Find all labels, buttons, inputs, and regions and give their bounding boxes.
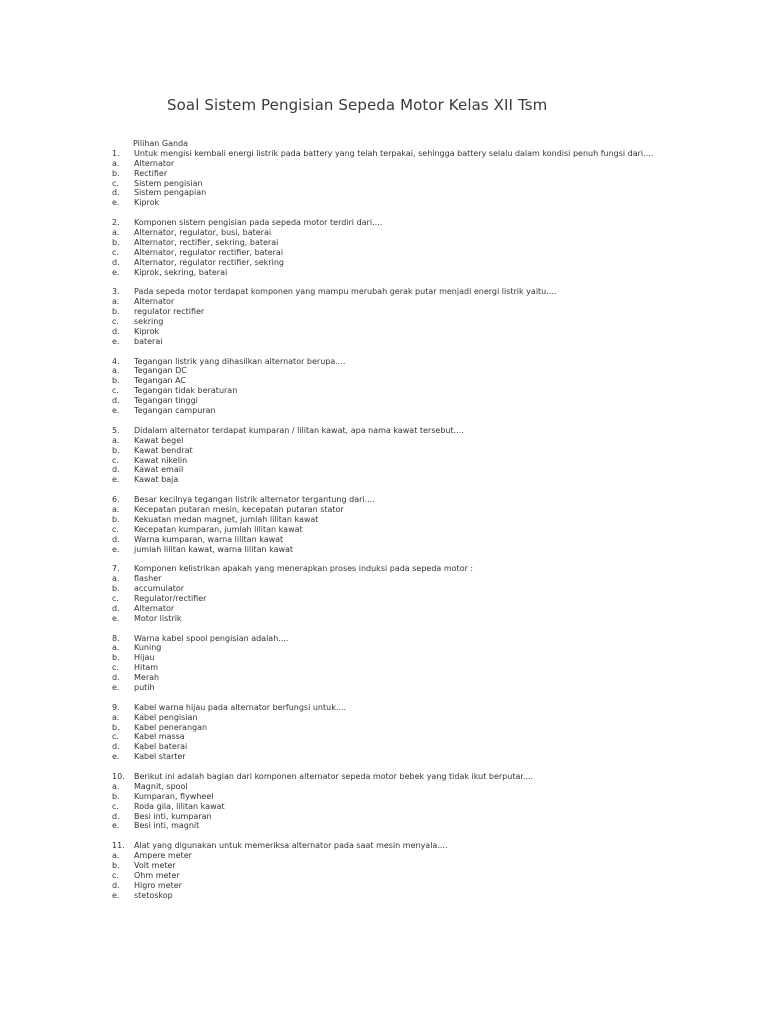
option-text: Alternator — [134, 297, 175, 307]
option-letter: e. — [112, 613, 120, 623]
option-text: Ampere meter — [134, 851, 192, 861]
option-letter: e. — [112, 198, 120, 208]
answer-option — [112, 465, 712, 475]
question-line — [112, 703, 712, 713]
option-letter: e. — [112, 821, 120, 831]
option-letter: b. — [112, 168, 120, 178]
answer-option — [112, 643, 712, 653]
option-letter: b. — [112, 237, 120, 247]
option-text: jumlah lilitan kawat, warna lilitan kawat — [134, 544, 294, 554]
option-text: Motor listrik — [134, 613, 182, 623]
answer-option — [112, 871, 712, 881]
question-line — [112, 564, 712, 574]
answer-option — [112, 396, 712, 406]
answer-option — [112, 752, 712, 762]
answer-option — [112, 584, 712, 594]
answer-option — [112, 812, 712, 822]
question-line — [112, 426, 712, 436]
question-text: Didalam alternator terdapat kumparan / lilitan kawat, apa nama kawat tersebut.... — [134, 425, 464, 435]
question-number: 4. — [112, 356, 120, 366]
option-text: Kiprok — [134, 326, 160, 336]
option-letter: e. — [112, 267, 120, 277]
option-letter: e. — [112, 890, 120, 900]
question-line — [112, 357, 712, 367]
answer-option — [112, 802, 712, 812]
option-text: Kawat email — [134, 465, 184, 475]
section-label — [112, 139, 712, 149]
answer-option — [112, 179, 712, 189]
answer-option — [112, 861, 712, 871]
answer-option — [112, 317, 712, 327]
option-text: regulator rectifier — [134, 307, 205, 317]
option-letter: d. — [112, 257, 120, 267]
answer-option — [112, 683, 712, 693]
question-item — [112, 357, 712, 416]
question-text: Pada sepeda motor terdapat komponen yang mampu merubah gerak putar menjadi energi listrik yaitu.... — [134, 287, 557, 297]
option-letter: d. — [112, 673, 120, 683]
option-letter: c. — [112, 386, 119, 396]
option-text: Alternator, regulator, busi, baterai — [134, 228, 272, 238]
question-line — [112, 772, 712, 782]
option-text: Alternator, regulator rectifier, baterai — [134, 247, 284, 257]
option-text: Alternator — [134, 603, 175, 613]
question-number: 9. — [112, 702, 120, 712]
question-item — [112, 426, 712, 485]
option-text: baterai — [134, 336, 163, 346]
answer-option — [112, 376, 712, 386]
answer-option — [112, 673, 712, 683]
answer-option — [112, 366, 712, 376]
option-text: accumulator — [134, 584, 185, 594]
answer-option — [112, 653, 712, 663]
question-text: Komponen sistem pengisian pada sepeda motor terdiri dari.... — [134, 218, 383, 228]
option-text: Hijau — [134, 653, 155, 663]
question-item — [112, 634, 712, 693]
option-text: Kabel penerangan — [134, 722, 208, 732]
question-number: 8. — [112, 633, 120, 643]
page-title: Soal Sistem Pengisian Sepeda Motor Kelas XII Tsm — [167, 96, 548, 114]
option-letter: e. — [112, 752, 120, 762]
option-letter: a. — [112, 297, 120, 307]
option-text: Rectifier — [134, 168, 168, 178]
option-letter: a. — [112, 643, 120, 653]
question-text: Besar kecilnya tegangan listrik alternator tergantung dari.... — [134, 495, 375, 505]
option-text: Volt meter — [134, 861, 176, 871]
question-line — [112, 841, 712, 851]
answer-option — [112, 446, 712, 456]
option-text: flasher — [134, 574, 162, 584]
option-text: Kumparan, flywheel — [134, 791, 214, 801]
answer-option — [112, 169, 712, 179]
answer-option — [112, 475, 712, 485]
option-text: Kiprok, sekring, baterai — [134, 267, 228, 277]
answer-option — [112, 792, 712, 802]
option-letter: c. — [112, 178, 119, 188]
option-letter: c. — [112, 455, 119, 465]
option-text: Kawat begel — [134, 435, 184, 445]
answer-option — [112, 505, 712, 515]
option-text: Magnit, spool — [134, 781, 188, 791]
answer-option — [112, 713, 712, 723]
option-text: Kekuatan medan magnet, jumlah lilitan kawat — [134, 514, 319, 524]
question-item — [112, 703, 712, 762]
question-text: Alat yang digunakan untuk memeriksa alternator pada saat mesin menyala.... — [134, 841, 448, 851]
answer-option — [112, 268, 712, 278]
question-item — [112, 218, 712, 277]
question-line — [112, 634, 712, 644]
option-text: Kabel massa — [134, 732, 185, 742]
option-text: Kabel baterai — [134, 742, 188, 752]
answer-option — [112, 851, 712, 861]
option-letter: b. — [112, 307, 120, 317]
question-text: Komponen kelistrikan apakah yang menerapkan proses induksi pada sepeda motor : — [134, 564, 474, 574]
option-letter: b. — [112, 791, 120, 801]
answer-option — [112, 742, 712, 752]
answer-option — [112, 406, 712, 416]
option-text: Alternator, rectifier, sekring, baterai — [134, 237, 279, 247]
option-letter: b. — [112, 514, 120, 524]
option-text: Sistem pengisian — [134, 178, 203, 188]
option-text: Besi inti, magnit — [134, 821, 200, 831]
question-number: 10. — [112, 772, 125, 781]
option-text: Alternator, regulator rectifier, sekring — [134, 257, 284, 267]
option-letter: c. — [112, 732, 119, 742]
question-number: 7. — [112, 564, 120, 574]
answer-option — [112, 307, 712, 317]
answer-option — [112, 188, 712, 198]
option-text: Alternator — [134, 158, 175, 168]
option-text: Kabel pengisian — [134, 712, 198, 722]
question-item — [112, 149, 712, 208]
answer-option — [112, 732, 712, 742]
option-text: Hitam — [134, 663, 159, 673]
answer-option — [112, 248, 712, 258]
option-letter: a. — [112, 158, 120, 168]
answer-option — [112, 545, 712, 555]
option-text: Kawat baja — [134, 475, 179, 485]
question-line — [112, 495, 712, 505]
question-text: Berikut ini adalah bagian dari komponen alternator sepeda motor bebek yang tidak ikut berputar.... — [134, 772, 534, 781]
answer-option — [112, 723, 712, 733]
question-text: Untuk mengisi kembali energi listrik pada battery yang telah terpakai, sehingga battery selalu dalam kondisi penuh fungsi dari.... — [134, 148, 654, 158]
option-text: Tegangan campuran — [134, 406, 216, 416]
option-letter: d. — [112, 396, 120, 406]
question-item — [112, 495, 712, 554]
section-label-text: Pilihan Ganda — [133, 139, 189, 148]
option-text: Kabel starter — [134, 752, 186, 762]
option-text: Warna kumparan, warna lilitan kawat — [134, 534, 284, 544]
option-text: Tegangan AC — [134, 376, 187, 386]
option-text: Kuning — [134, 643, 162, 653]
option-letter: c. — [112, 524, 119, 534]
option-letter: a. — [112, 851, 120, 861]
answer-option — [112, 238, 712, 248]
question-item — [112, 841, 712, 900]
answer-option — [112, 228, 712, 238]
answer-option — [112, 159, 712, 169]
option-text: Tegangan tinggi — [134, 396, 198, 406]
option-letter: e. — [112, 406, 120, 416]
option-text: Tegangan DC — [134, 366, 187, 376]
answer-option — [112, 574, 712, 584]
answer-option — [112, 821, 712, 831]
option-letter: b. — [112, 653, 120, 663]
option-text: Merah — [134, 673, 160, 683]
option-letter: d. — [112, 603, 120, 613]
answer-option — [112, 881, 712, 891]
answer-option — [112, 386, 712, 396]
option-text: Regulator/rectifier — [134, 593, 207, 603]
option-letter: d. — [112, 465, 120, 475]
option-letter: a. — [112, 228, 120, 238]
option-letter: e. — [112, 475, 120, 485]
question-number: 6. — [112, 495, 120, 505]
option-letter: a. — [112, 781, 120, 791]
answer-option — [112, 456, 712, 466]
answer-option — [112, 198, 712, 208]
option-text: sekring — [134, 317, 164, 327]
option-letter: c. — [112, 663, 119, 673]
option-letter: c. — [112, 593, 119, 603]
option-letter: b. — [112, 376, 120, 386]
option-letter: c. — [112, 317, 119, 327]
option-letter: d. — [112, 811, 120, 821]
option-letter: a. — [112, 574, 120, 584]
answer-option — [112, 891, 712, 901]
answer-option — [112, 297, 712, 307]
option-letter: e. — [112, 544, 120, 554]
answer-option — [112, 436, 712, 446]
question-number: 1. — [112, 148, 120, 158]
question-number: 3. — [112, 287, 120, 297]
question-text: Kabel warna hijau pada alternator berfungsi untuk.... — [134, 702, 346, 712]
question-line — [112, 287, 712, 297]
question-list — [112, 139, 712, 910]
option-text: Kawat bendrat — [134, 445, 193, 455]
question-text: Tegangan listrik yang dihasilkan alternator berupa.... — [134, 356, 346, 366]
option-text: Besi inti, kumparan — [134, 811, 212, 821]
option-letter: a. — [112, 435, 120, 445]
option-text: Kecepatan putaran mesin, kecepatan putaran stator — [134, 504, 344, 514]
option-letter: c. — [112, 247, 119, 257]
option-letter: b. — [112, 445, 120, 455]
option-letter: c. — [112, 801, 119, 811]
option-text: Kecepatan kumparan, jumlah lilitan kawat — [134, 524, 303, 534]
option-text: stetoskop — [134, 890, 173, 900]
option-text: Kawat nikelin — [134, 455, 188, 465]
option-letter: d. — [112, 880, 120, 890]
answer-option — [112, 782, 712, 792]
question-item — [112, 772, 712, 831]
question-number: 2. — [112, 218, 120, 228]
answer-option — [112, 663, 712, 673]
answer-option — [112, 535, 712, 545]
answer-option — [112, 337, 712, 347]
option-text: putih — [134, 682, 155, 692]
question-number: 5. — [112, 425, 120, 435]
option-letter: b. — [112, 722, 120, 732]
option-text: Sistem pengapian — [134, 188, 207, 198]
option-letter: a. — [112, 504, 120, 514]
option-text: Higro meter — [134, 880, 182, 890]
option-letter: e. — [112, 336, 120, 346]
question-item — [112, 287, 712, 346]
question-line — [112, 149, 712, 159]
option-letter: d. — [112, 326, 120, 336]
option-letter: b. — [112, 861, 120, 871]
option-letter: b. — [112, 584, 120, 594]
answer-option — [112, 604, 712, 614]
answer-option — [112, 614, 712, 624]
answer-option — [112, 515, 712, 525]
option-letter: e. — [112, 682, 120, 692]
question-text: Warna kabel spool pengisian adalah.... — [134, 633, 289, 643]
option-letter: d. — [112, 534, 120, 544]
answer-option — [112, 594, 712, 604]
option-text: Tegangan tidak beraturan — [134, 386, 238, 396]
question-number: 11. — [112, 841, 125, 851]
option-text: Roda gila, lilitan kawat — [134, 801, 225, 811]
answer-option — [112, 327, 712, 337]
option-text: Kiprok — [134, 198, 160, 208]
option-letter: a. — [112, 712, 120, 722]
option-letter: d. — [112, 188, 120, 198]
question-item — [112, 564, 712, 623]
option-letter: c. — [112, 870, 119, 880]
option-letter: d. — [112, 742, 120, 752]
option-text: Ohm meter — [134, 870, 180, 880]
answer-option — [112, 258, 712, 268]
question-line — [112, 218, 712, 228]
answer-option — [112, 525, 712, 535]
option-letter: a. — [112, 366, 120, 376]
